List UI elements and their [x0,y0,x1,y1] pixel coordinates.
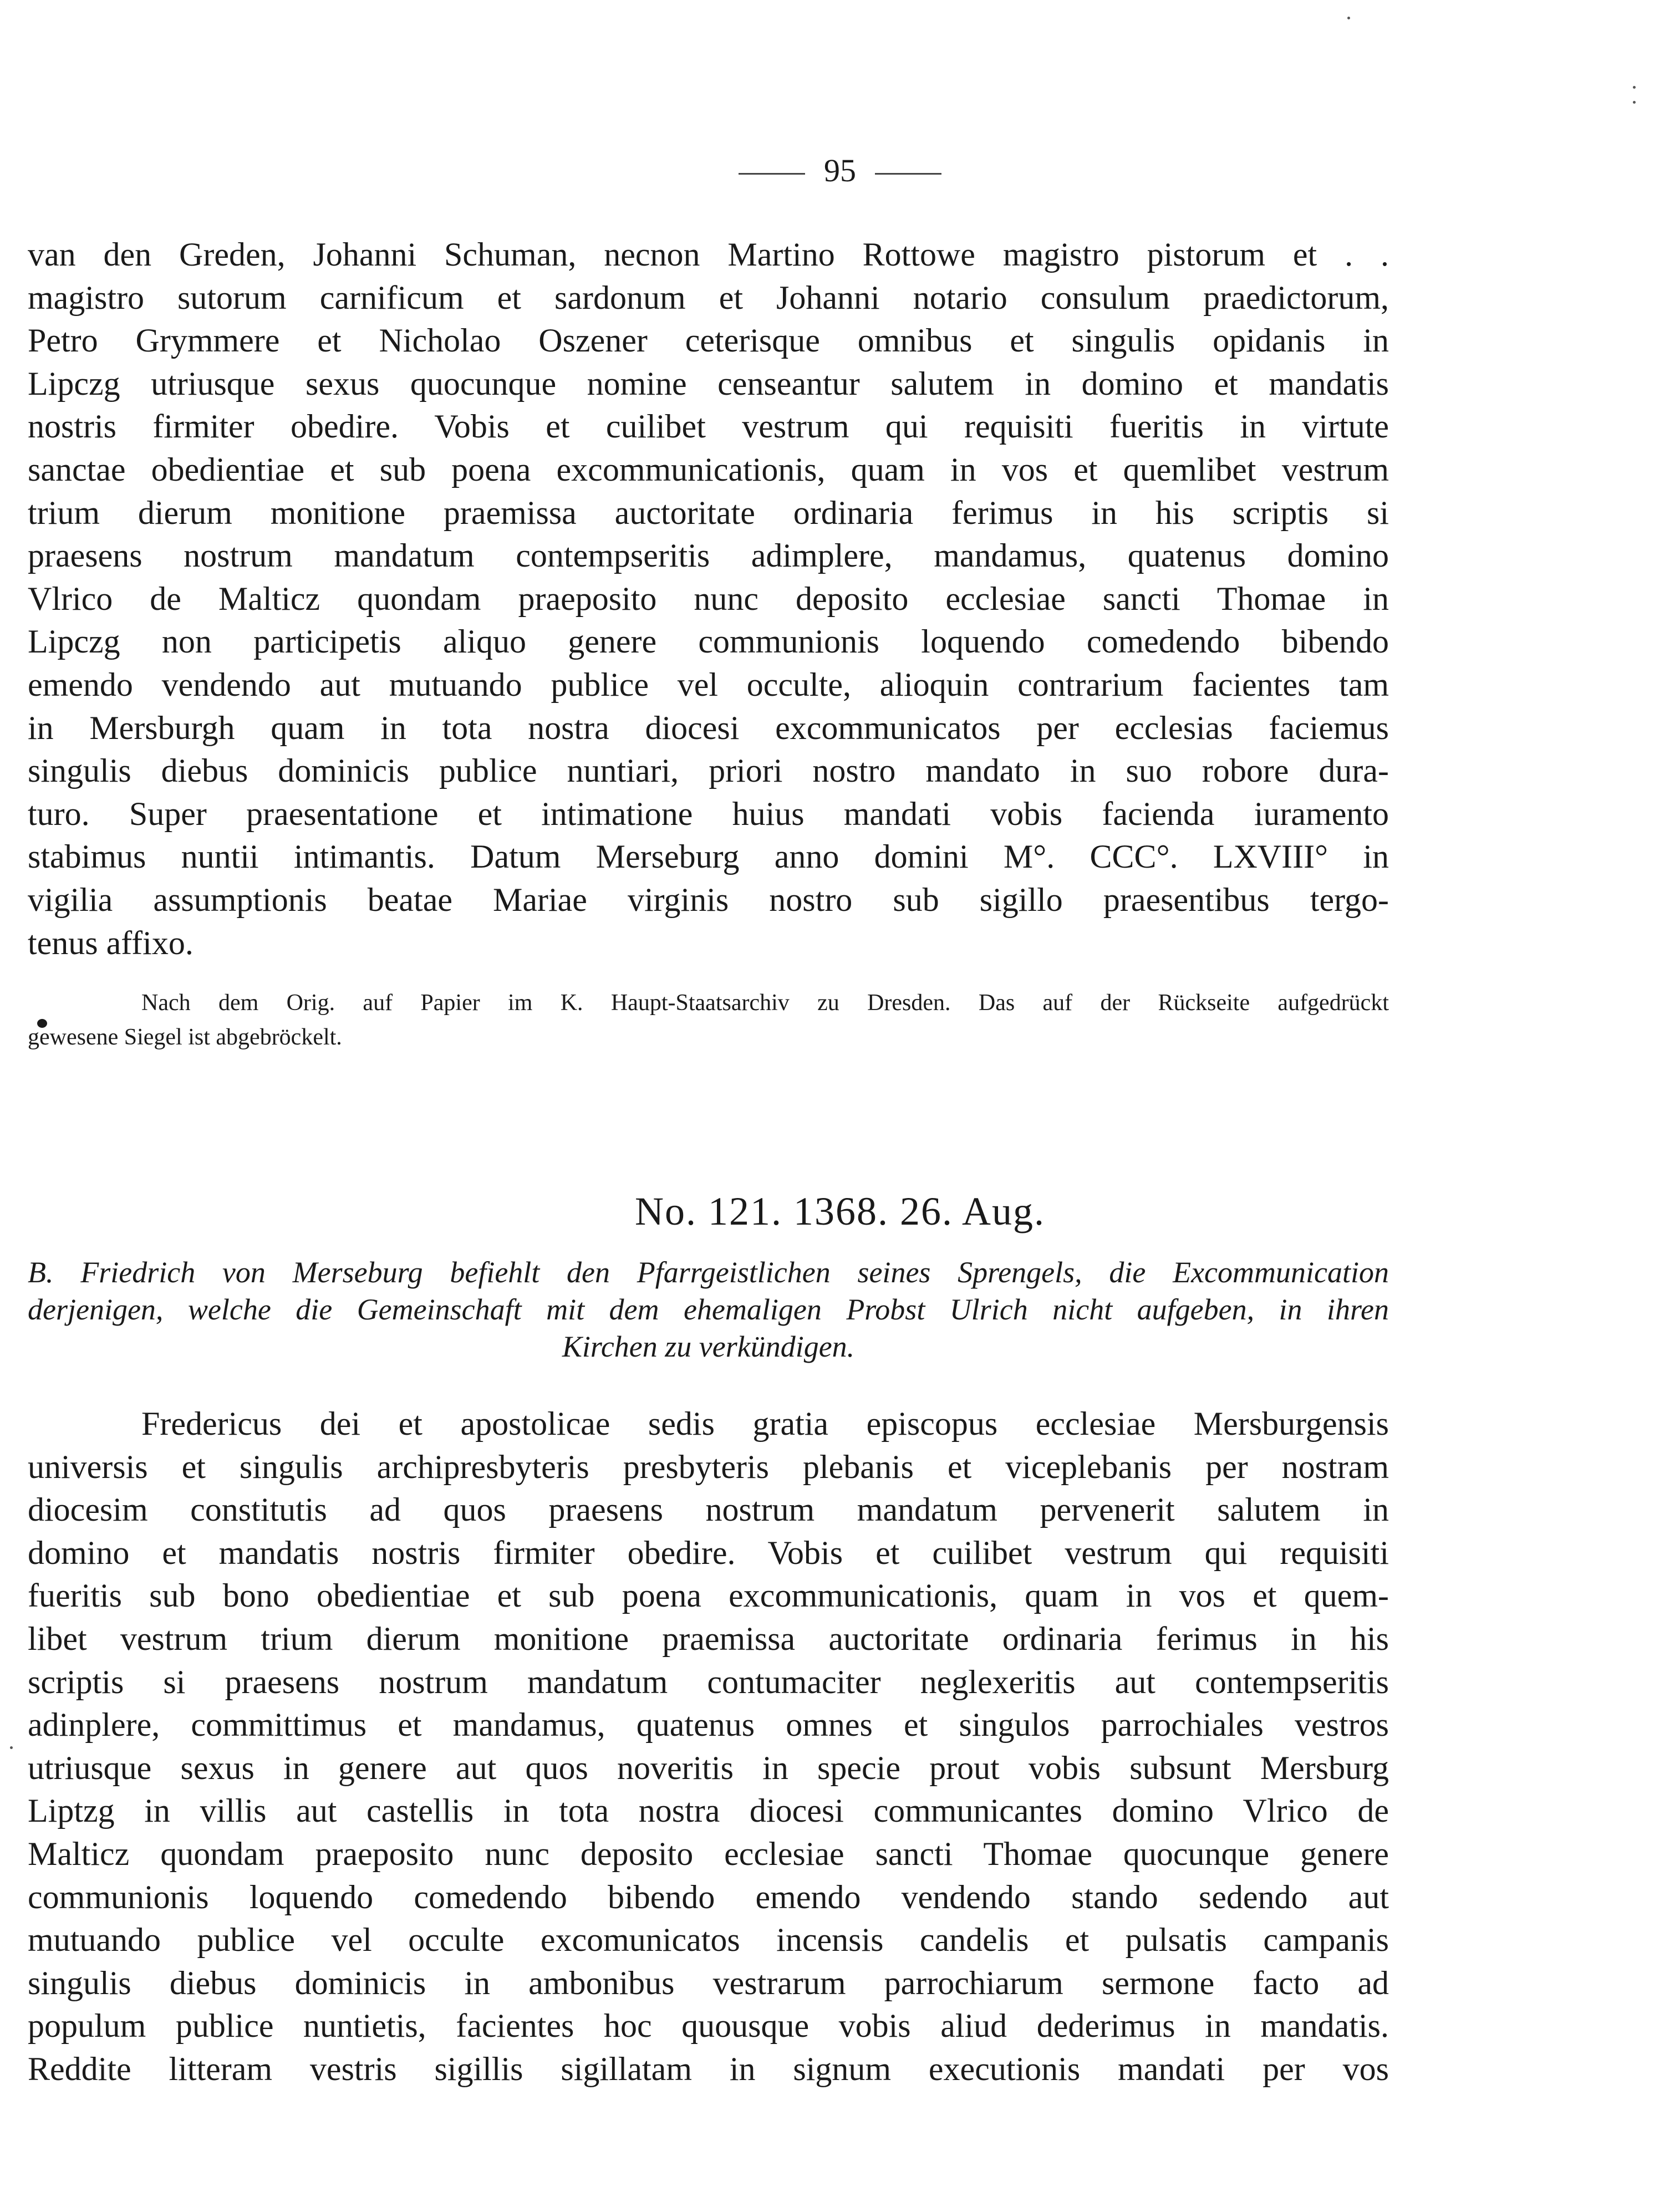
document-heading: No. 121. 1368. 26. Aug. [634,1189,1046,1233]
page-number: 95 [824,152,856,188]
text-line: magistro sutorum carnificum et sardonum et Johanni notario consulum praedictorum, [28,279,1389,316]
text-line: Reddite litteram vestris sigillis sigillatam in signum executionis mandati per vos [28,2050,1389,2087]
text-line: communionis loquendo comedendo bibendo emendo vendendo stando sedendo aut [28,1878,1389,1915]
text-line: singulis diebus dominicis publice nuntiari, priori nostro mandato in suo robore dura- [28,752,1389,789]
text-line: Liptzg in villis aut castellis in tota nostra diocesi communicantes domino Vlrico de [28,1792,1389,1829]
regest-line: B. Friedrich von Merseburg befiehlt den Pfarrgeistlichen seines Sprengels, die Excommunication [28,1256,1389,1289]
scan-speck [1633,86,1636,89]
footnote-line: gewesene Siegel ist abgebröckelt. [28,1024,342,1050]
text-line: universis et singulis archipresbyteris presbyteris plebanis et viceplebanis per nostram [28,1448,1389,1485]
text-line: mutuando publice vel occulte excomunicatos incensis candelis et pulsatis campanis [28,1921,1389,1959]
text-line: fueritis sub bono obedientiae et sub poena excommunicationis, quam in vos et quem- [28,1577,1389,1614]
text-line: Petro Grymmere et Nicholao Oszener ceterisque omnibus et singulis opidanis in [28,322,1389,359]
text-line: tenus affixo. [28,924,194,961]
text-line: emendo vendendo aut mutuando publice vel occulte, alioquin contrarium facientes tam [28,666,1389,703]
text-line: populum publice nuntietis, facientes hoc quousque vobis aliud dederimus in mandatis. [28,2007,1389,2045]
text-line: singulis diebus dominicis in ambonibus vestrarum parrochiarum sermone facto ad [28,1964,1389,2001]
text-line: libet vestrum trium dierum monitione praemissa auctoritate ordinaria ferimus in his [28,1620,1389,1657]
regest-summary [28,1254,1389,1365]
text-line: turo. Super praesentatione et intimatione huius mandati vobis facienda iuramento [28,795,1389,832]
text-line: praesens nostrum mandatum contempseritis adimplere, mandamus, quatenus domino [28,537,1389,574]
text-line: Malticz quondam praeposito nunc deposito ecclesiae sancti Thomae quocunque genere [28,1835,1389,1872]
regest-line: derjenigen, welche die Gemeinschaft mit dem ehemaligen Probst Ulrich nicht aufgeben, in ihren [28,1293,1389,1326]
footnote-line: Nach dem Orig. auf Papier im K. Haupt-Staatsarchiv zu Dresden. Das auf der Rückseite aufgedrückt [141,990,1389,1016]
text-line: van den Greden, Johanni Schuman, necnon Martino Rottowe magistro pistorum et . . [28,236,1389,273]
text-line: diocesim constitutis ad quos praesens nostrum mandatum pervenerit salutem in [28,1491,1389,1528]
page-header [0,149,1680,193]
text-line: adinplere, committimus et mandamus, quatenus omnes et singulos parrochiales vestros [28,1706,1389,1744]
scan-speck [1633,101,1636,104]
scan-speck [10,1746,13,1749]
text-line: sanctae obedientiae et sub poena excommunicationis, quam in vos et quemlibet vestrum [28,451,1389,488]
text-line: vigilia assumptionis beatae Mariae virginis nostro sub sigillo praesentibus tergo- [28,881,1389,918]
text-line: scriptis si praesens nostrum mandatum contumaciter neglexeritis aut contempseritis [28,1663,1389,1700]
header-rule-left [739,173,805,175]
document-text [28,1403,1389,2091]
text-line: utriusque sexus in genere aut quos noveritis in specie prout vobis subsunt Mersburg [28,1749,1389,1786]
continuation-text [28,233,1389,965]
text-line: Fredericus dei et apostolicae sedis gratia episcopus ecclesiae Mersburgensis [141,1405,1389,1442]
text-line: Lipczg utriusque sexus quocunque nomine censeantur salutem in domino et mandatis [28,365,1389,402]
footnote [28,986,1389,1054]
text-line: domino et mandatis nostris firmiter obedire. Vobis et cuilibet vestrum qui requisiti [28,1534,1389,1571]
text-line: in Mersburgh quam in tota nostra diocesi excommunicatos per ecclesias faciemus [28,709,1389,746]
text-line: Lipczg non participetis aliquo genere communionis loquendo comedendo bibendo [28,623,1389,660]
regest-line: Kirchen zu verkündigen. [562,1330,855,1363]
text-line: trium dierum monitione praemissa auctoritate ordinaria ferimus in his scriptis si [28,494,1389,531]
text-line: nostris firmiter obedire. Vobis et cuilibet vestrum qui requisiti fueritis in virtute [28,408,1389,445]
text-line: stabimus nuntii intimantis. Datum Merseburg anno domini M°. CCC°. LXVIII° in [28,838,1389,875]
scan-speck [1347,17,1350,19]
header-rule-right [875,173,941,175]
text-line: Vlrico de Malticz quondam praeposito nunc deposito ecclesiae sancti Thomae in [28,580,1389,617]
